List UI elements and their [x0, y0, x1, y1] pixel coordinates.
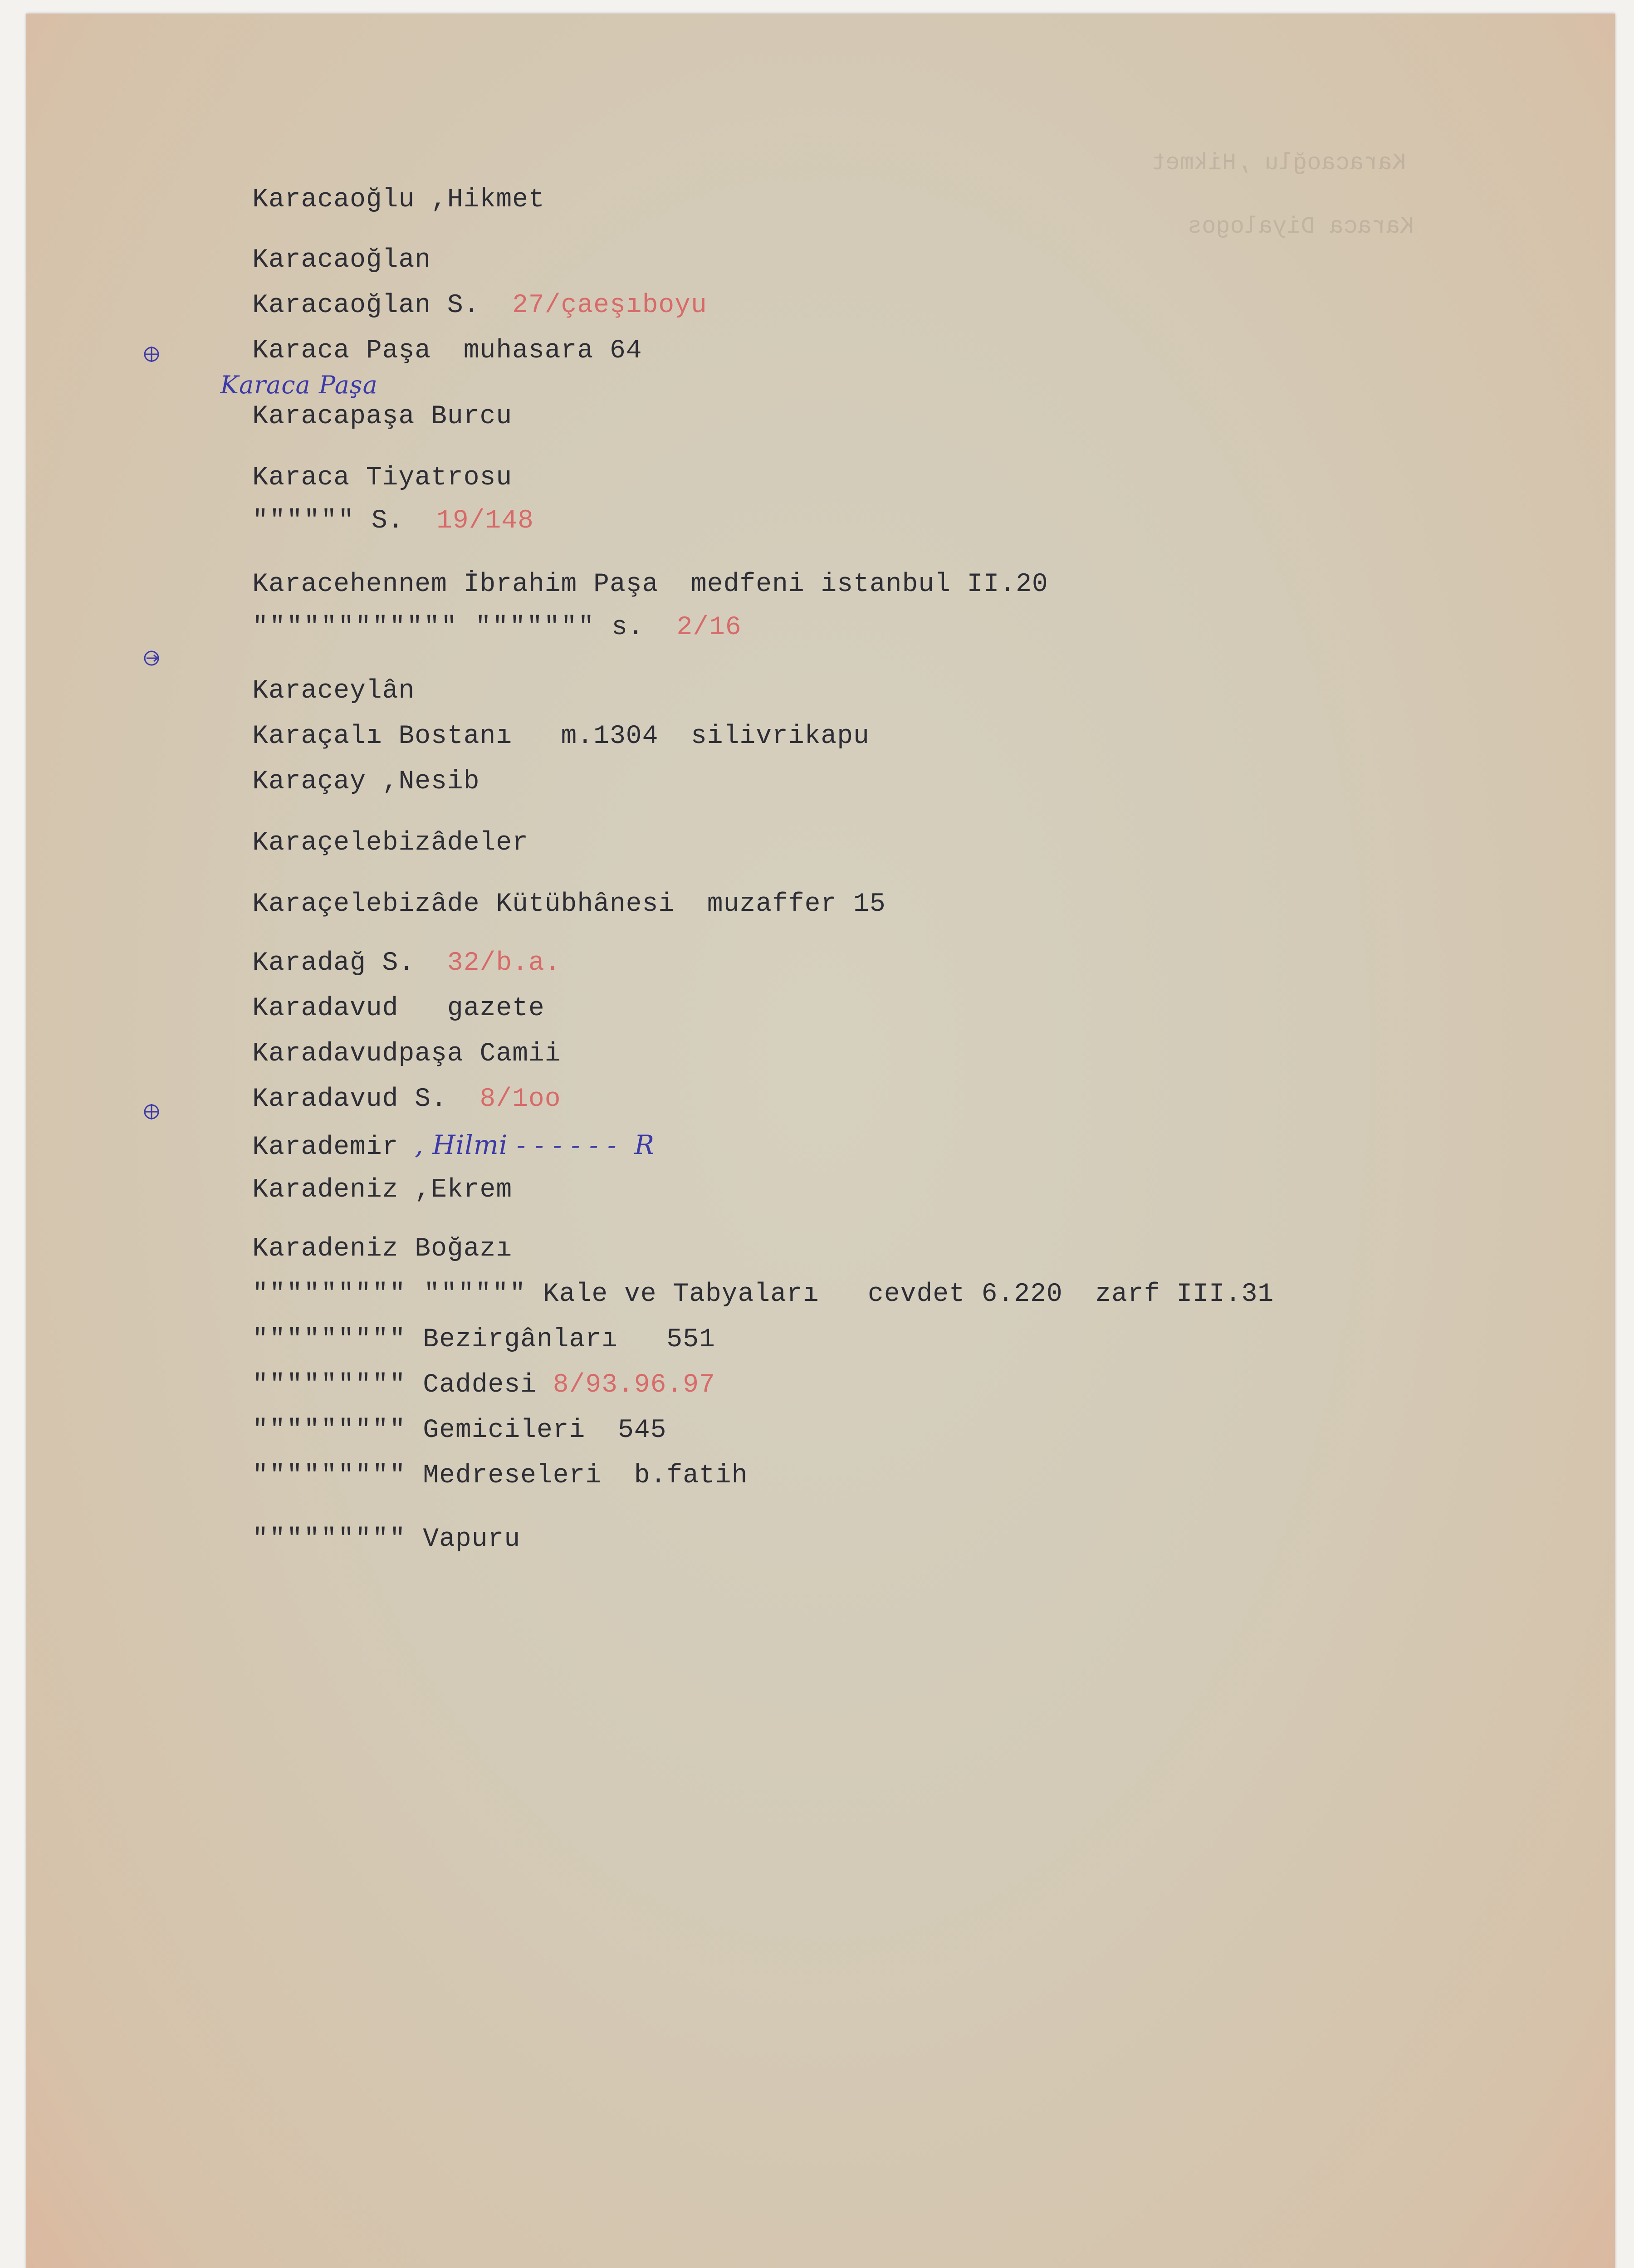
entry-text: S.: [355, 506, 437, 536]
bleed-through-text-2: Karaca Diyalogos: [1188, 213, 1414, 240]
entry-text: Bezirgânları 551: [406, 1325, 715, 1354]
entry-text: s.: [595, 613, 677, 642]
entry-reference: 27/çaeşıboyu: [512, 291, 707, 320]
entry-text: Karacaoğlu ,Hikmet: [252, 185, 545, 215]
ditto-marks: """"""""": [252, 1525, 407, 1554]
entry-text: Karaçelebizâdeler: [252, 828, 528, 858]
entry-text: Karadavud S.: [252, 1085, 480, 1114]
entry-text: Karaceylân: [252, 676, 415, 706]
entry-text: Karacapaşa Burcu: [252, 402, 513, 431]
entry-reference: 2/16: [676, 613, 742, 642]
entry-text: Caddesi: [406, 1370, 553, 1400]
entry-text: Medreseleri b.fatih: [406, 1461, 748, 1491]
entry-text: Karaçalı Bostanı m.1304 silivrikapu: [252, 722, 870, 751]
entry-text: Karadavud gazete: [252, 994, 545, 1023]
entry-text: Karaçay ,Nesib: [252, 767, 480, 797]
entry-text: Karadeniz Boğazı: [252, 1234, 513, 1264]
entry-text: Karaçelebizâde Kütübhânesi muzaffer 15: [252, 890, 886, 919]
entry-text: Vapuru: [406, 1525, 521, 1554]
entry-text: Karadavudpaşa Camii: [252, 1039, 561, 1069]
entry-reference: 8/93.96.97: [553, 1370, 715, 1400]
entry-text: Karademir: [252, 1133, 415, 1162]
ditto-marks: """"""""": [252, 1416, 407, 1445]
handwritten-text: , Hilmi - - - - - - R: [415, 1129, 655, 1160]
entry-text: Karadeniz ,Ekrem: [252, 1175, 513, 1205]
entry-text: Gemicileri 545: [406, 1416, 667, 1445]
entry-text: Karaca Paşa muhasara 64: [252, 336, 642, 366]
arrow-circle-icon: [142, 649, 161, 668]
ditto-marks: """"""""": [252, 1325, 407, 1354]
entry-karadeniz-vapuru: [187, 1495, 520, 1584]
entry-text: Karacaoğlan: [252, 245, 431, 275]
handwritten-text: Karaca Paşa: [220, 371, 378, 399]
entry-reference: 19/148: [436, 506, 534, 536]
ditto-marks: """"""""": [252, 1370, 407, 1400]
ditto-marks: """""": [252, 506, 356, 536]
entry-text: Kale ve Tabyaları cevdet 6.220 zarf III.31: [527, 1280, 1274, 1309]
bleed-through-text-1: Karacaoğlu ,Hikmet: [1151, 150, 1406, 176]
ditto-marks: """"""""" """""": [252, 1280, 527, 1309]
crosshair-circle-icon: [142, 345, 161, 364]
entry-reference: 8/1oo: [479, 1085, 561, 1114]
entry-text: Karacehennem İbrahim Paşa medfeni istanbul II.20: [252, 570, 1048, 599]
entry-text: Karaca Tiyatrosu: [252, 463, 513, 493]
ditto-marks: """""""""""" """"""": [252, 613, 596, 642]
index-card-sheet: [26, 14, 1615, 2268]
entry-text: Karacaoğlan S.: [252, 291, 513, 320]
crosshair-circle-icon: [142, 1102, 161, 1121]
entry-text: Karadağ S.: [252, 948, 447, 978]
entry-reference: 32/b.a.: [447, 948, 561, 978]
ditto-marks: """"""""": [252, 1461, 407, 1491]
